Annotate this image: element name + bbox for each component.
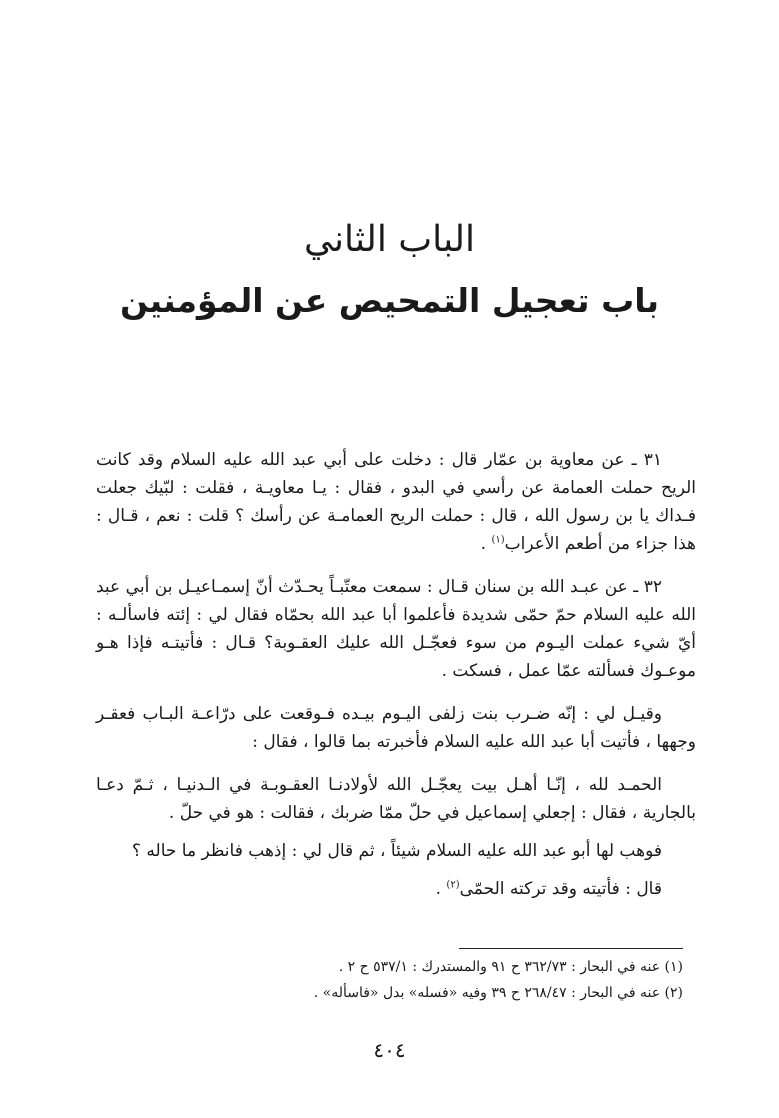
footnotes	[83, 954, 683, 1006]
sentence-end: .	[480, 534, 492, 554]
paragraph-32-gift: فوهب لها أبو عبد الله عليه السلام شيئاً ، ثم قال لي : إذهب فانظر ما حاله ؟	[131, 841, 662, 861]
paragraph-32-end	[96, 875, 696, 903]
paragraph-32-continued: وقيـل لي : إنّه ضـرب بنت زلفى اليـوم بيـده فـوقعت على درّاعـة البـاب فعقـر وجهها ، فأتيت أبا عبد الله عليه السلام فأخبرته بما قالوا ، فقال :	[96, 704, 696, 752]
chapter-label: الباب الثاني	[304, 219, 475, 260]
footnote-ref-2: (٢)	[446, 879, 460, 891]
paragraph-31-text: ٣١ ـ عن معاوية بن عمّار قال : دخلت على أبي عبد الله عليه السلام وقد كانت الريح حملت العمامة عن رأسي في البدو ، فقال : يـا معاويـة ، فقلت : لبّيك جعلت فـداك يا بن رسول الله ، قال : حملت الريح العمامـة عن رأسك ؟ قلت : نعم ، قـال : هذا جزاء من أطعم الأعراب	[96, 450, 696, 554]
body-text	[96, 446, 696, 903]
footnote-ref-1: (١)	[491, 534, 505, 546]
footnote-divider	[459, 948, 683, 949]
sentence-end: .	[435, 879, 447, 899]
chapter-title: باب تعجيل التمحيص عن المؤمنين	[119, 281, 660, 320]
page-number: ٤٠٤	[373, 1038, 406, 1062]
paragraph-32-end-text: قال : فأتيته وقد تركته الحمّى	[459, 879, 662, 899]
footnote-1: (١) عنه في البحار : ٣٦٢/٧٣ ح ٩١ والمستدرك : ٥٣٧/١ ح ٢ .	[338, 959, 683, 975]
paragraph-32-quote: الحمـد لله ، إنّـا أهـل بيت يعجّـل الله لأولادنـا العقـوبـة في الـدنيـا ، ثـمّ دعـا بالجارية ، فقال : إجعلي إسماعيل في حلّ ممّا ضربك ، فقالت : هو في حلّ .	[96, 775, 696, 823]
footnote-2: (٢) عنه في البحار : ٢٦٨/٤٧ ح ٣٩ وفيه «فسله» بدل «فاسأله» .	[313, 985, 683, 1001]
paragraph-32: ٣٢ ـ عن عبـد الله بن سنان قـال : سمعت معتّبـاً يحـدّث أنّ إسمـاعيـل بن أبي عبد الله عليه السلام حمّ حمّى شديدة فأعلموا أبا عبد الله بحمّاه فقال لي : إئته فاسألـه : أيّ شيء عملت اليـوم من سوء فعجّـل الله عليك العقـوبة؟ قـال : فأتيتـه فإذا هـو موعـوك فسألته عمّا عمل ، فسكت .	[96, 577, 696, 681]
paragraph-31	[96, 446, 696, 558]
